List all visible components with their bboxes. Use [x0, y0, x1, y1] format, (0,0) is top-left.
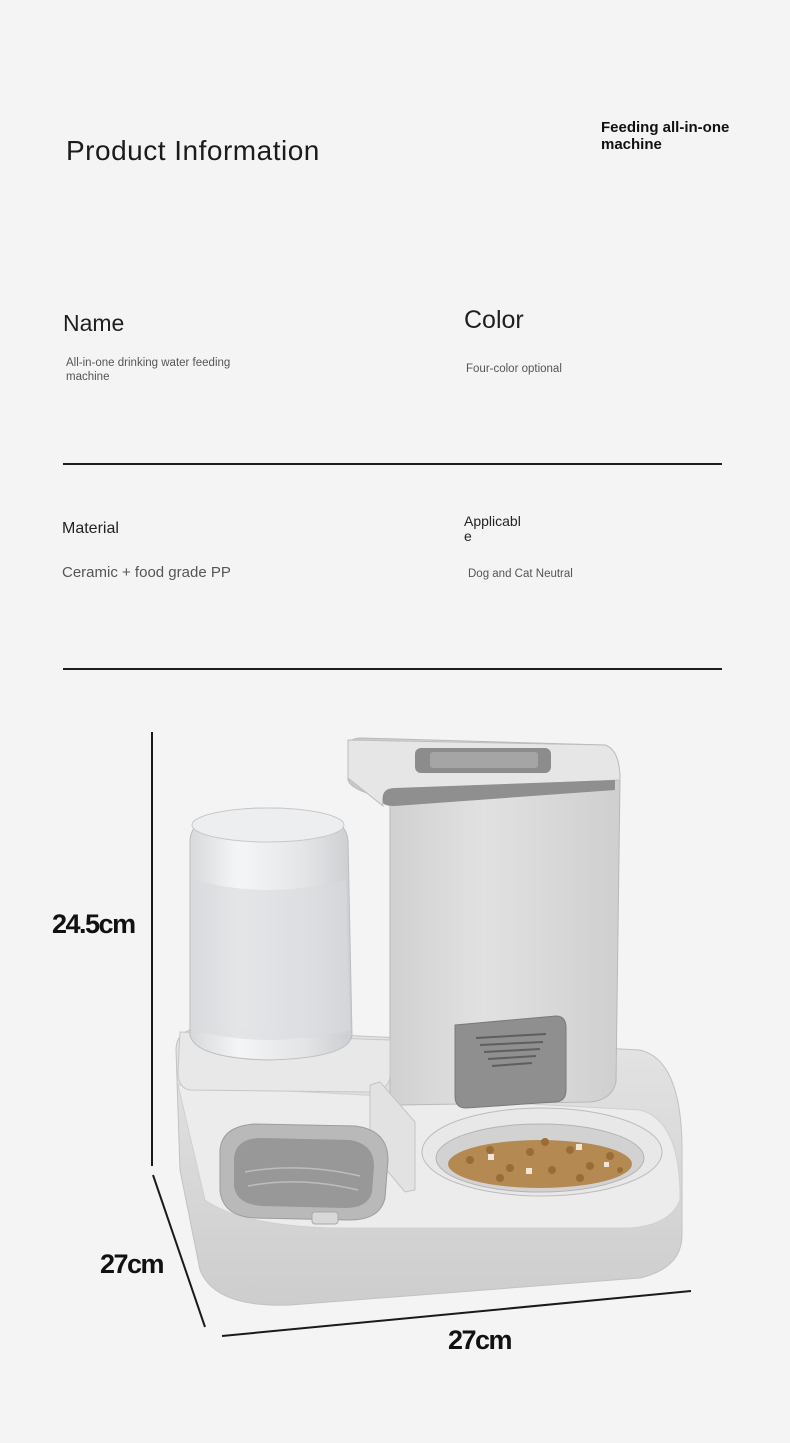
- color-value: Four-color optional: [466, 363, 562, 375]
- material-value: Ceramic + food grade PP: [62, 564, 231, 581]
- applicable-value: Dog and Cat Neutral: [468, 568, 573, 580]
- lid-handle-inner: [430, 752, 538, 768]
- material-label: Material: [62, 520, 119, 537]
- applicable-label-line1: Applicabl: [464, 513, 521, 529]
- water-bowl-inner: [234, 1138, 374, 1208]
- name-label: Name: [63, 310, 125, 336]
- food-chute: [455, 1016, 566, 1108]
- name-value: All-in-one drinking water feeding machine: [66, 357, 231, 383]
- brand-tag: Feeding all-in-one machine: [601, 119, 730, 153]
- applicable-label-line2: e: [464, 528, 472, 544]
- color-label: Color: [464, 306, 524, 334]
- bottle-top: [192, 808, 344, 842]
- bottle-water: [192, 880, 350, 1040]
- depth-dimension-label: 27cm: [100, 1249, 164, 1279]
- height-dimension-label: 24.5cm: [52, 909, 135, 939]
- width-dimension-label: 27cm: [448, 1325, 512, 1355]
- page-title: Product Information: [66, 135, 320, 166]
- bowl-tab: [312, 1212, 338, 1224]
